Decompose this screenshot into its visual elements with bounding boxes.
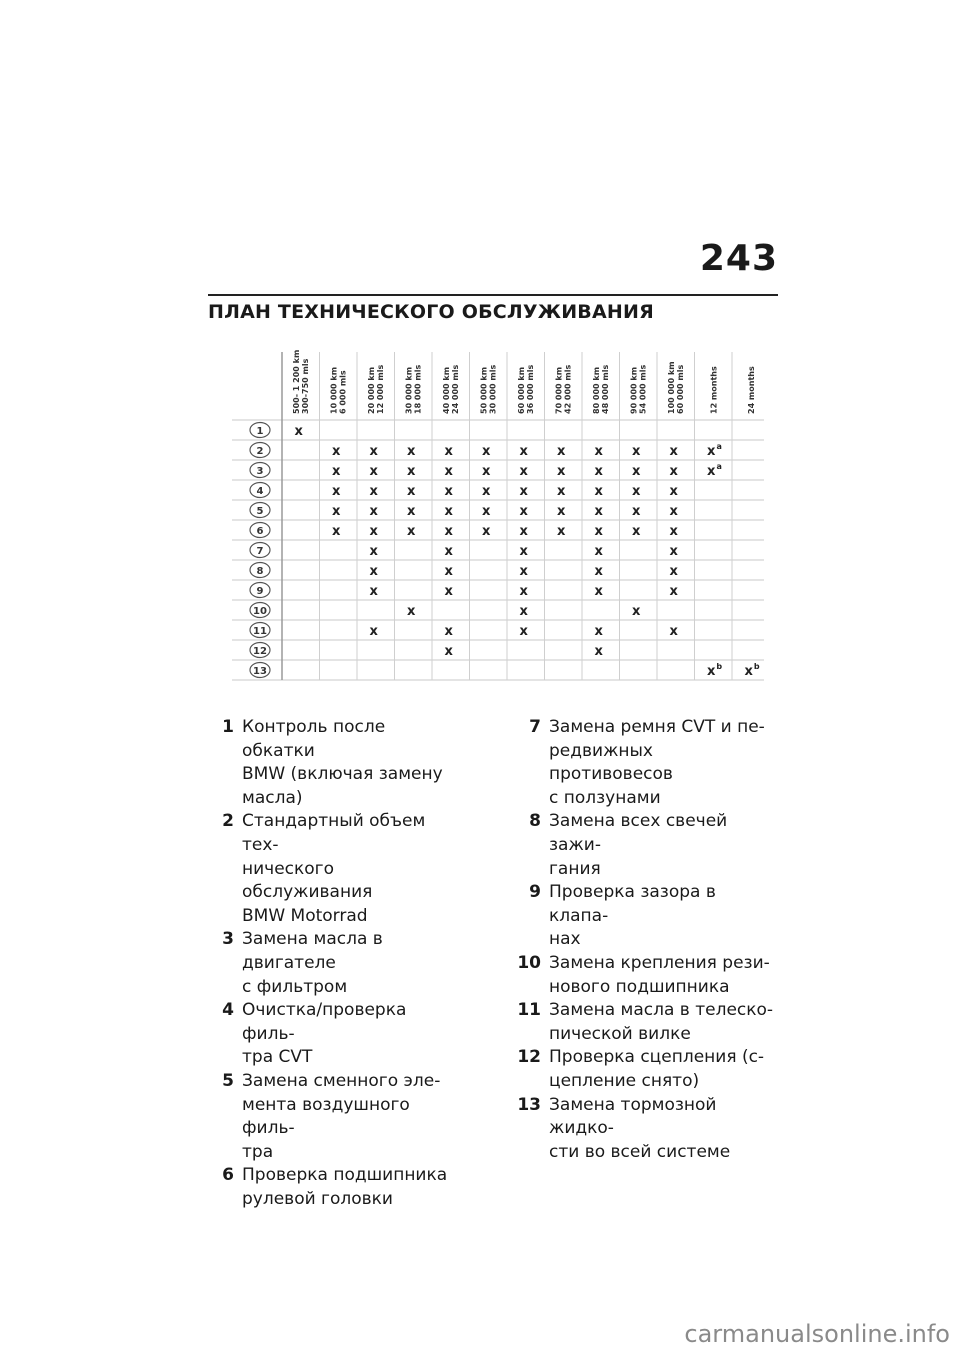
schedule-mark: x [632,464,641,479]
schedule-mark: x [669,484,678,499]
legend-text [549,810,780,881]
column-header-line1: 500- 1 200 km [291,350,301,414]
legend-line: Проверка сцепления (с- [549,1047,765,1068]
schedule-mark: x [519,444,528,459]
schedule-mark-footnote: b [753,662,760,671]
legend-text [242,928,458,999]
schedule-mark: x [594,584,603,599]
schedule-mark: x [407,484,416,499]
legend-item [208,1070,458,1164]
schedule-mark: x [369,624,378,639]
column-header-line1: 10 000 km [329,366,339,414]
column-header [442,365,460,414]
schedule-mark: x [369,524,378,539]
schedule-mark: x [519,464,528,479]
legend-line: Замена ремня CVT и пе- [549,717,765,737]
column-header-line1: 90 000 km [629,366,639,414]
schedule-mark: x [332,464,341,479]
legend-line: Замена всех свечей зажи- [549,811,728,855]
schedule-mark: x [444,624,453,639]
column-header-line2: 24 000 mls [450,364,460,414]
schedule-mark: x [444,544,453,559]
column-header-line1: 80 000 km [591,366,601,414]
legend-number: 12 [517,1047,541,1068]
schedule-mark: x [332,504,341,519]
schedule-mark: x [444,644,453,659]
legend-line: Замена сменного эле- [242,1070,441,1091]
schedule-mark-footnote: b [716,662,723,671]
schedule-mark: x [294,424,303,439]
column-header [709,366,718,414]
legend-line: рулевой головки [242,1188,393,1209]
column-header-line1: 24 months [746,366,756,414]
schedule-mark: x [369,504,378,519]
schedule-mark: x [482,524,491,539]
schedule-mark: x [744,664,753,679]
schedule-mark: x [519,584,528,599]
row-label-number: 5 [256,506,264,517]
row-label-number: 4 [256,486,264,497]
row-label-number: 13 [253,666,267,677]
schedule-mark: x [519,564,528,579]
schedule-mark: x [669,464,678,479]
column-header-line1: 70 000 km [554,366,564,414]
legend-item [208,810,458,928]
legend-number: 9 [529,882,541,903]
schedule-mark: x [482,484,491,499]
legend-line: Замена масла в двигателе [242,929,383,973]
page-number: 243 [699,238,778,279]
legend-number: 1 [222,717,234,737]
legend-number: 6 [222,1165,234,1186]
legend-item [208,928,458,999]
schedule-mark: x [594,644,603,659]
column-header-line1: 30 000 km [404,366,414,414]
legend-line: нического обслуживания [242,858,373,903]
schedule-mark: x [332,524,341,539]
legend-item [208,1164,458,1211]
schedule-mark: x [369,584,378,599]
schedule-mark: x [444,444,453,459]
column-header-line1: 20 000 km [366,366,376,414]
column-header-line2: 30 000 mls [488,364,498,414]
legend-text [549,1046,780,1093]
schedule-mark: x [669,544,678,559]
row-label-number: 10 [253,606,267,617]
legend-number: 8 [529,811,541,832]
legend-line: нах [549,929,581,950]
legend-line: Стандартный объем тех- [242,811,426,855]
legend-line: гания [549,858,601,879]
legend-line: Контроль после обкатки [242,717,386,761]
schedule-mark: x [519,484,528,499]
legend-line: Проверка подшипника [242,1165,448,1186]
schedule-mark: x [669,564,678,579]
column-header [747,366,756,414]
schedule-mark: x [482,504,491,519]
column-header-line2: 18 000 mls [413,364,423,414]
schedule-mark: x [594,464,603,479]
column-header [404,365,422,414]
legend-line: редвижных противовесов [549,740,673,785]
schedule-mark: x [557,484,566,499]
schedule-mark: x [482,444,491,459]
column-header-line1: 50 000 km [479,366,489,414]
legend-line: Замена крепления рези- [549,952,770,973]
column-header-line1: 100 000 km [666,361,676,414]
schedule-mark: x [557,464,566,479]
legend-item [505,1094,780,1165]
column-header [592,365,610,414]
column-header-line2: 6 000 mls [338,370,348,414]
legend-line: с ползунами [549,787,661,808]
row-label-number: 3 [256,466,264,477]
legend-line: Замена тормозной жидко- [549,1094,717,1139]
column-header-line1: 60 000 km [516,366,526,414]
legend-text [242,716,458,810]
row-label-number: 1 [256,426,264,437]
legend-number: 4 [222,1000,234,1021]
schedule-mark: x [444,484,453,499]
column-header-line2: 48 000 mls [600,364,610,414]
legend-line: нового подшипника [549,976,730,997]
schedule-mark: x [369,544,378,559]
schedule-mark: x [519,524,528,539]
schedule-mark: x [332,484,341,499]
legend-item [505,1046,780,1093]
legend-line: тра CVT [242,1047,313,1068]
schedule-mark: x [332,444,341,459]
legend-line: цепление снято) [549,1070,700,1091]
schedule-mark: x [444,464,453,479]
schedule-mark: x [557,504,566,519]
legend-text [549,952,780,999]
legend-item [208,999,458,1070]
legend-item [208,716,458,810]
schedule-mark: x [519,504,528,519]
legend-number: 2 [222,811,234,832]
column-header-line2: 42 000 mls [563,364,573,414]
column-header [479,365,497,414]
schedule-mark: x [669,584,678,599]
schedule-mark: x [519,604,528,619]
schedule-mark: x [519,544,528,559]
schedule-mark: x [369,564,378,579]
schedule-mark: x [594,484,603,499]
schedule-mark: x [707,444,716,459]
legend-number: 11 [517,1000,541,1021]
legend-text [242,1070,458,1164]
schedule-mark-footnote: a [716,462,722,471]
legend-item [505,999,780,1046]
row-label-number: 11 [253,626,267,637]
legend-item [505,952,780,999]
row-label-number: 12 [253,646,267,657]
schedule-mark: x [594,624,603,639]
legend-number: 13 [517,1094,541,1115]
schedule-mark: x [407,524,416,539]
legend-right-column [505,716,780,1164]
column-header-line2: 300-750 mls [300,358,310,414]
schedule-mark: x [594,544,603,559]
column-header-line2: 36 000 mls [525,364,535,414]
schedule-mark: x [407,464,416,479]
schedule-mark: x [669,444,678,459]
schedule-mark: x [407,604,416,619]
schedule-mark: x [632,444,641,459]
row-label-number: 8 [256,566,264,577]
schedule-mark-footnote: a [716,442,722,451]
legend-number: 10 [517,952,541,973]
row-label-number: 2 [256,446,264,457]
legend-line: с фильтром [242,976,348,997]
column-header-line2: 60 000 mls [675,364,685,414]
legend-line: пической вилке [549,1023,691,1044]
schedule-mark: x [519,624,528,639]
legend-line: Очистка/проверка филь- [242,1000,407,1044]
legend-line: BMW (включая замену [242,764,443,785]
schedule-mark: x [632,524,641,539]
schedule-mark: x [594,564,603,579]
column-header [517,365,535,414]
legend-text [242,1164,458,1211]
section-divider [208,294,778,296]
legend-item [505,881,780,952]
legend-text [242,810,458,928]
schedule-mark: x [594,524,603,539]
watermark: carmanualsonline.info [684,1320,950,1348]
column-header [629,365,647,414]
schedule-mark: x [444,564,453,579]
legend-text [549,881,780,952]
legend-number: 7 [529,717,541,737]
schedule-mark: x [632,604,641,619]
maintenance-schedule-table [232,350,764,686]
legend-text [549,999,780,1046]
schedule-mark: x [407,444,416,459]
column-header [667,361,685,414]
schedule-mark: x [557,444,566,459]
schedule-mark: x [369,484,378,499]
column-header-line1: 40 000 km [441,366,451,414]
schedule-mark: x [669,624,678,639]
schedule-mark: x [369,444,378,459]
schedule-mark: x [707,664,716,679]
schedule-mark: x [632,484,641,499]
legend-line: сти во всей системе [549,1141,731,1162]
schedule-mark: x [669,524,678,539]
legend-item [505,716,780,810]
column-header [554,365,572,414]
legend-left-column [208,716,458,1211]
schedule-mark: x [407,504,416,519]
schedule-mark: x [444,504,453,519]
legend-line: Проверка зазора в клапа- [549,882,716,926]
legend-item [505,810,780,881]
column-header [329,367,347,414]
schedule-mark: x [557,524,566,539]
schedule-mark: x [594,444,603,459]
schedule-mark: x [594,504,603,519]
legend-line: BMW Motorrad [242,905,368,926]
legend-text [549,716,780,810]
schedule-mark: x [369,464,378,479]
column-header-line2: 54 000 mls [638,364,648,414]
row-label-number: 6 [256,526,264,537]
legend-text [549,1094,780,1165]
column-header [292,350,310,414]
legend-number: 3 [222,929,234,950]
legend-number: 5 [222,1070,234,1091]
schedule-mark: x [632,504,641,519]
legend-line: Замена масла в телеско- [549,1000,774,1021]
row-label-number: 9 [256,586,264,597]
schedule-mark: x [444,584,453,599]
section-title: ПЛАН ТЕХНИЧЕСКОГО ОБСЛУЖИВАНИЯ [208,301,654,323]
schedule-mark: x [707,464,716,479]
column-header [367,365,385,414]
row-label-number: 7 [256,546,264,557]
schedule-mark: x [669,504,678,519]
schedule-mark: x [482,464,491,479]
legend-line: мента воздушного филь- [242,1094,410,1139]
legend-line: тра [242,1141,274,1162]
legend-line: масла) [242,787,303,808]
schedule-mark: x [444,524,453,539]
column-header-line1: 12 months [709,366,719,414]
legend-text [242,999,458,1070]
column-header-line2: 12 000 mls [375,364,385,414]
